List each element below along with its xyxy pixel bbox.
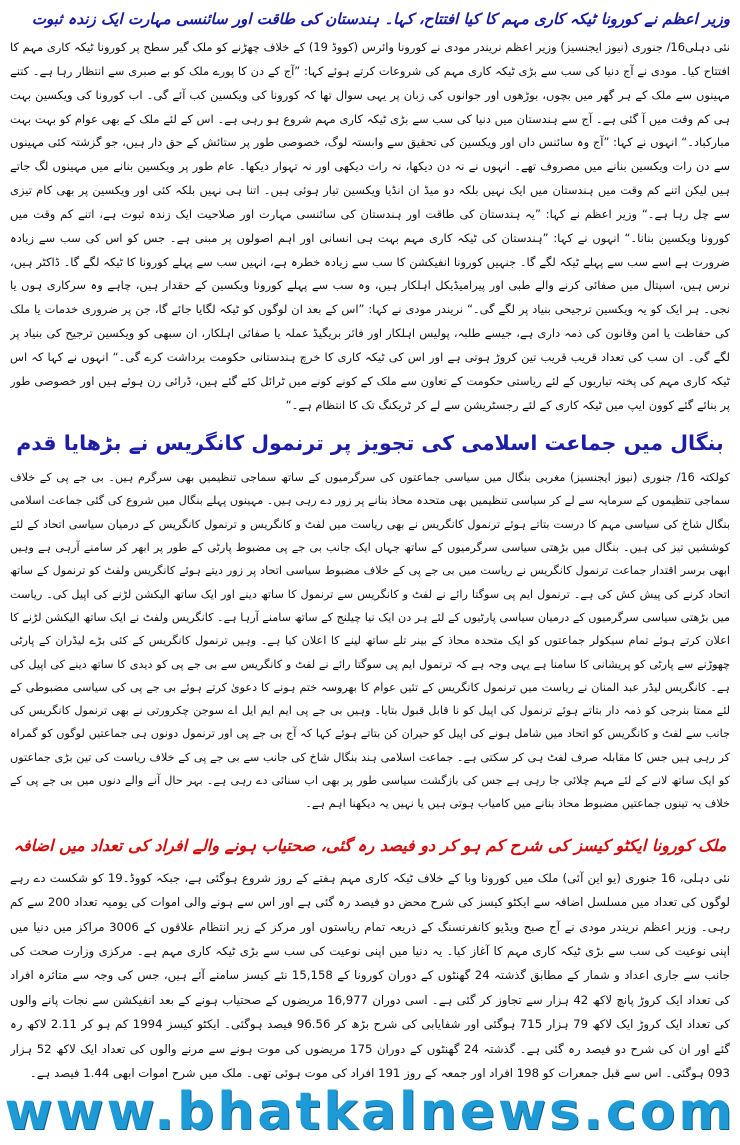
headline-covid-cases: ملک کورونا ایکٹو کیسز کی شرح کم ہو کر دو فیصد رہ گئی، صحتیاب ہونے والے افراد کی تعداد میں اضافہ xyxy=(13,836,727,855)
article-bengal-politics xyxy=(10,420,730,822)
article-vaccination-drive xyxy=(10,2,730,417)
article-body-vaccination-drive: نئی دہلی16/ جنوری (نیوز ایجنسیز) وزیر اعظم نریندر مودی نے کورونا وائرس (کووڈ 19) کے خلاف چھڑنے کو ملک گیر سطح پر کورونا ٹیکہ کاری مہم کا افتتاح کیا۔ مودی نے آج دنیا کی سب سے بڑی ٹیکہ کاری مہم کی شروعات کرتے ہوئے کہا: ”آج کے دن کا پورے ملک کو بے صبری سے انتظار رہا ہے۔ کتنے مہینوں سے ملک کے ہر گھر میں بچوں، بوڑھوں اور جوانوں کی زبان پر یہی سوال تھا کہ کورونا کی ویکسین کب آئے گی۔ اب کورونا کی ویکسین بہت ہی کم وقت میں آ گئی ہے۔ آج سے ہندستان میں دنیا کی سب سے بڑی ٹیکہ کاری مہم شروع ہو رہی ہے۔ اس کے لئے ملک کے بھی عوام کو بہت بہت مبارکباد۔“ انہوں نے کہا: ”آج وہ سائنس داں اور ویکسین کی تحقیق سے وابستہ لوگ، خصوصی طور پر ستائش کے حق دار ہیں، جو گزشتہ کئی مہینوں سے دن رات ویکسین بنانے میں مصروف تھے۔ انہوں نے نہ دن دیکھا، نہ رات دیکھی اور نہ تہوار دیکھا۔ عام طور پر ویکسین بنانے میں مہینوں لگ جاتے ہیں لیکن اتنے کم وقت میں ہندستان میں ایک نہیں بلکہ دو میڈ ان انڈیا ویکسین تیار ہوئی ہیں۔ اتنا ہی نہیں بلکہ کئی اور ویکسین پر بھی کام تیزی سے چل رہا ہے۔“ وزیر اعظم نے کہا: ”یہ ہندستان کی طاقت اور ہندستان کی سائنسی مہارت اور صلاحیت ایک زندہ ثبوت ہے، اتنے کم وقت میں کورونا ویکسین بنانا۔“ انہوں نے کہا: ”ہندستان کی ٹیکہ کاری مہم بہت ہی انسانی اور اہم اصولوں پر مبنی ہے۔ جس کو اس کی سب سے زیادہ ضرورت ہے اسے سب سے پہلے ٹیکہ لگے گا۔ جنہیں کورونا انفیکشن کا سب سے زیادہ خطرہ ہے، انہیں سب سے پہلے کورونا کا ٹیکہ لگے گا۔ ڈاکٹر ہیں، نرس ہیں، اسپتال میں صفائی کرنے والے طبی اور پیرامیڈیکل اہلکار ہیں، وہ سب سے پہلے کورونا ویکسین کے حقدار ہیں، چاہے وہ سرکاری ہوں یا نجی۔ ہر ایک کو یہ ویکسین ترجیحی بنیاد پر لگے گی۔“ نریندر مودی نے کہا: ”اس کے بعد ان لوگوں کو ٹیکہ لگایا جائے گا، جن پر ضروری خدمات یا ملک کی حفاظت یا امن وقانون کی ذمہ داری ہے، جیسے طلبہ، پولیس اہلکار اور فائر بریگیڈ عملہ یا صفائی اہلکار، ان سبھی کو ویکسین ترجیح کی بنیاد پر لگے گی۔ ان سب کی تعداد قریب قریب تین کروڑ ہوتی ہے اور اس کی ٹیکہ کاری کا خرچ ہندستانی حکومت برداشت کرے گی۔“ انہوں نے کہا کہ اس ٹیکہ کاری مہم کی پختہ تیاریوں کے لئے ریاستی حکومت کے تعاون سے ملک کے کونے کونے میں ٹرائل کئے گئے ہیں، ڈرائی رن ہوئے ہیں اور خصوصی طور پر بنائے گئے کوون ایپ میں ٹیکہ کاری کے لئے رجسٹریشن سے لے کر ٹریکنگ تک کا انتظام ہے۔“ xyxy=(10,40,730,412)
headline-vaccination-drive: وزیر اعظم نے کورونا ٹیکہ کاری مہم کا کیا افتتاح، کہا۔ ہندستان کی طاقت اور سائنسی مہارت ایک زندہ ثبوت xyxy=(31,10,730,28)
headline-bengal-politics: بنگال میں جماعت اسلامی کی تجویز پر ترنمول کانگریس نے بڑھایا قدم xyxy=(16,431,724,455)
article-body-covid-cases: نئی دہلی، 16 جنوری (یو این آئی) ملک میں کورونا وبا کے خلاف ٹیکہ کاری مہم ہفتے کے روز شروع ہوگئی ہے، جبکہ کووڈ۔19 کو شکست دے رہے لوگوں کی تعداد میں مسلسل اضافہ سے ایکٹو کیسز کی شرح محض دو فیصد رہ گئی ہے اور اس سے ہونے والی اموات کی یومیہ تعداد 200 سے کم رہی۔ وزیر اعظم نریندر مودی نے آج صبح ویڈیو کانفرنسنگ کے ذریعہ تمام ریاستوں اور مرکز کے زیر انتظام علاقوں کے 3006 مراکز میں دنیا میں اپنی نوعیت کی سب سے بڑی ٹیکہ کاری مہم کا آغاز کیا۔ یہ دنیا میں اپنی نوعیت کی سب سے بڑی ٹیکہ کاری مہم ہے۔ مرکزی وزارت صحت کی جانب سے جاری اعداد و شمار کے مطابق گذشتہ 24 گھنٹوں کے دوران کورونا کے 15,158 نئے کیسز سامنے آئے ہیں، جس کی وجہ سے متاثرہ افراد کی تعداد ایک کروڑ پانچ لاکھ 42 ہزار سے تجاوز کر گئی ہے۔ اسی دوران 16,977 مریضوں کے صحتیاب ہونے کے بعد انفیکشن سے نجات پانے والوں کی تعداد ایک کروڑ ایک لاکھ 79 ہزار 715 ہوگئی اور شفایابی کی شرح بڑھ کر 96.56 فیصد ہوگئی۔ ایکٹو کیسز 1994 کم ہو کر 2.11 لاکھ رہ گئے اور ان کی شرح دو فیصد رہ گئی ہے۔ گذشتہ 24 گھنٹوں کے دوران 175 مریضوں کی موت ہونے سے مرنے والوں کی تعداد ایک لاکھ 52 ہزار 093 ہوگئی۔ اس سے قبل جمعرات کو 198 افراد اور جمعہ کے روز 191 افراد کی موت ہوئی تھی۔ ملک میں شرح اموات ابھی 1.44 فیصد ہے۔ xyxy=(10,871,730,1080)
website-url[interactable]: www.bhatkalnews.com xyxy=(4,1082,736,1142)
article-body-bengal-politics: کولکتہ 16/ جنوری (نیوز ایجنسیز) مغربی بنگال میں سیاسی جماعتوں کی سرگرمیوں کے ساتھ سماجی تنظیمیں بھی سرگرم ہیں۔ بی جے پی کے خلاف سماجی تنظیموں کے سرمایہ سے لے کر سیاسی تنظیمیں بھی متحدہ محاذ بنانے پر زور دے رہی ہیں۔ مہینوں پہلے بنگال میں شروع کی گئی جماعت اسلامی بنگال شاخ کی سیاسی مہم کا درست بتاتے ہوئے ترنمول کانگریس نے بھی ریاست میں لفٹ و کانگریس و ترنمول کانگریس کے درمیان سیاسی اتحاد کے لئے کوششیں تیز کی ہیں۔ بنگال میں بڑھتی سیاسی سرگرمیوں کے ساتھ جہاں ایک جانب بی جے پی مضبوط پارٹی کے طور پر ابھر کر سامنے آرہی ہے وہیں ابھی برسر اقتدار جماعت ترنمول کانگریس نے ریاست میں بی جے پی کے خلاف مضبوط سیاسی اتحاد پر زور دیتے ہوئے کانگریس ولفٹ کو ترنمول کے ساتھ اتحاد کرنے کی پیش کش کی ہے۔ ترنمول ایم پی سوگتا رائے نے لفٹ و کانگریس سے ترنمول کا ساتھ دینے اور ایک ساتھ الیکشن لڑنے کی اپیل کی۔ ریاست میں بڑھتی سیاسی سرگرمیوں کے درمیان سیاسی پارٹیوں کے لئے ہر دن ایک نیا چیلنج کے ساتھ سامنے آرہا ہے۔ کانگریس ولفٹ نے ایک ساتھ الیکشن لڑنے کا اعلان کرتے ہوئے تمام سیکولر جماعتوں کو ایک متحدہ محاذ کے بینر تلے ساتھ لینے کا اعلان کیا ہے۔ وہیں ترنمول کانگریس کے کئی بڑے لیڈران کے پارٹی چھوڑنے سے پارٹی کو پریشانی کا سامنا ہے یہی وجہ ہے کہ ترنمول ایم پی سوگتا رائے نے لفٹ و کانگریس سے بی جے پی کو دیدی کا ساتھ دینے کی اپیل کی ہے۔ کانگریس لیڈر عبد المنان نے ریاست میں ترنمول کانگریس کے تئیں عوام کا بھروسہ ختم ہونے کا دعویٰ کرتے ہوئے بی جے پی کی سیاسی مضبوطی کے لئے ممتا بنرجی کو ذمہ دار بتاتے ہوئے ترنمول کی اپیل کو نا قابل قبول بتایا۔ وہیں بی جے پی ایم ایم ایل اے سوجن چکرورتی نے بھی ترنمول کانگریس کی جانب سے لفٹ و کانگریس کو اتحاد میں شامل ہونے کی اپیل کو حیران کن بتاتے ہوئے کہا کہ آج بی جے پی اور ترنمول دونوں ہی جماعتیں لوگوں کو گمراہ کر رہی ہیں جس کا مقابلہ صرف لفٹ ہی کر سکتی ہے۔ جماعت اسلامی ہند بنگال شاخ کی جانب سے بی جے پی کے خلاف ریاست کی تین بڑی جماعتوں کو ایک ساتھ لانے کے لئے مہم چلائی جا رہی ہے جس کی بازگشت سیاسی طور پر بھی اب سنائی دے رہی ہے۔ بہر حال آنے والے دنوں میں بی جے پی کے خلاف یہ تینوں جماعتیں مضبوط محاذ بنانے میں کامیاب ہوتی ہیں یا نہیں یہ دیکھنا اہم ہے۔ xyxy=(10,471,730,811)
article-covid-cases xyxy=(10,826,730,1091)
